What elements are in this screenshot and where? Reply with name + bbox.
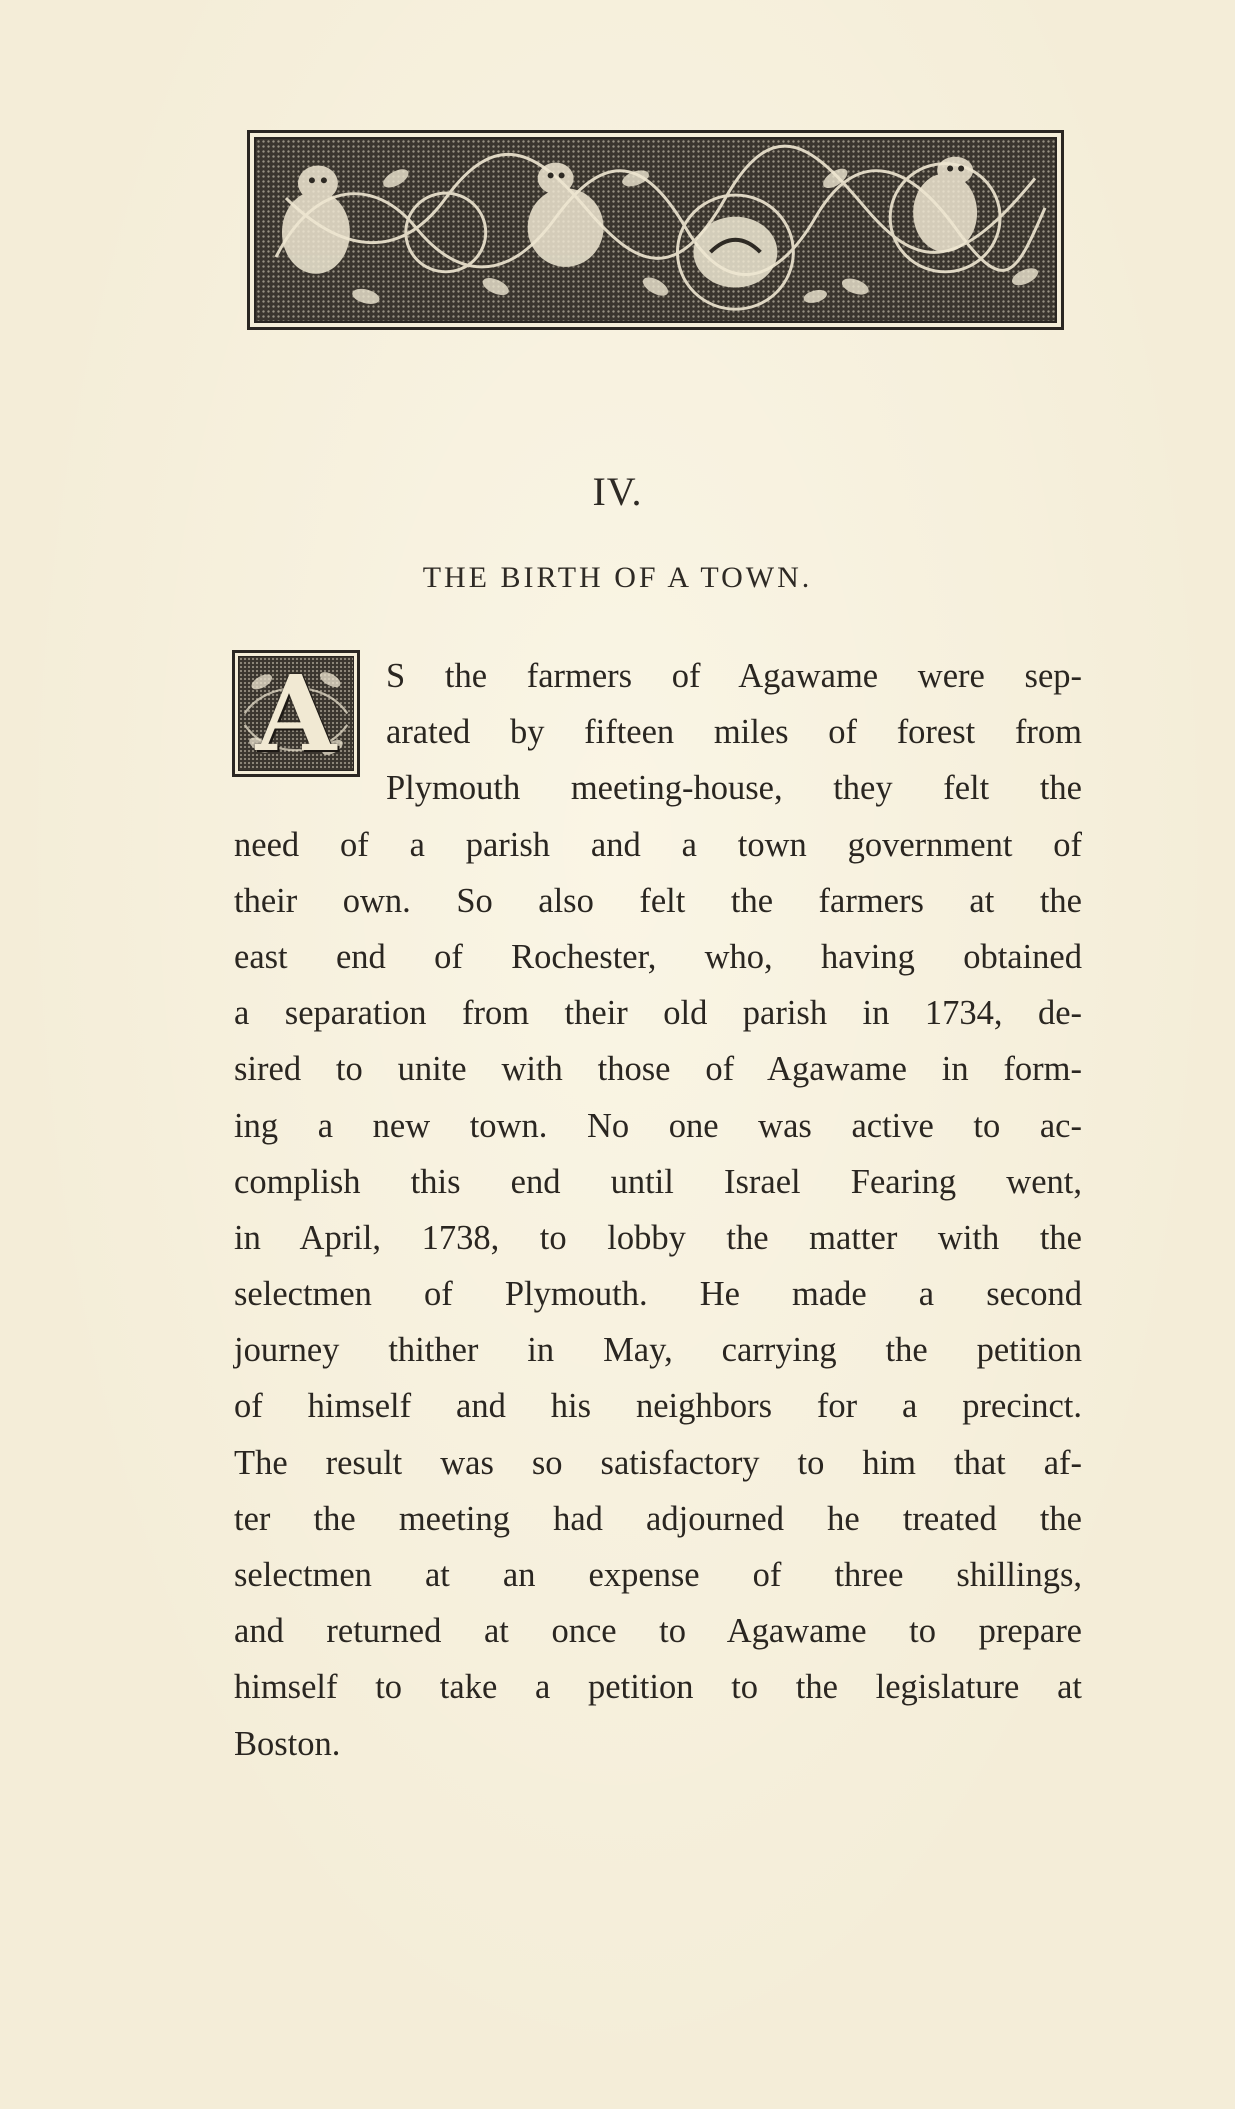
text-line: ing a new town. No one was active to ac- (234, 1106, 1082, 1145)
text-line: Boston. (234, 1724, 341, 1763)
text-line: of himself and his neighbors for a precinct. (234, 1387, 1082, 1426)
chapter-title: THE BIRTH OF A TOWN. (422, 561, 813, 594)
text-line: sired to unite with those of Agawame in form- (234, 1050, 1082, 1089)
text-line: their own. So also felt the farmers at the (234, 881, 1082, 920)
headpiece-engraving (254, 137, 1057, 323)
chapter-paragraph (234, 648, 1082, 1772)
text-line: Plymouth meeting-house, they felt the (386, 769, 1082, 808)
text-line: ter the meeting had adjourned he treated the (234, 1499, 1082, 1538)
text-line: and returned at once to Agawame to prepare (234, 1612, 1082, 1651)
ornamental-headpiece (247, 130, 1064, 330)
text-line: need of a parish and a town government of (234, 825, 1082, 864)
headpiece-icon (256, 139, 1055, 321)
text-line: complish this end until Israel Fearing went, (234, 1162, 1082, 1201)
text-line: S the farmers of Agawame were sep- (386, 657, 1082, 695)
text-line: The result was so satisfactory to him that af- (234, 1443, 1082, 1482)
text-line: in April, 1738, to lobby the matter with the (234, 1218, 1082, 1257)
text-line: east end of Rochester, who, having obtained (234, 937, 1082, 976)
text-line: himself to take a petition to the legislature at (234, 1668, 1082, 1707)
text-line: arated by fifteen miles of forest from (386, 713, 1082, 752)
chapter-number: IV. (592, 469, 643, 514)
text-line: selectmen of Plymouth. He made a second (234, 1275, 1082, 1314)
text-line: selectmen at an expense of three shillings, (234, 1556, 1082, 1594)
text-line: journey thither in May, carrying the petition (234, 1331, 1082, 1370)
text-line: a separation from their old parish in 1734, de- (234, 994, 1082, 1033)
drop-cap-letter: A (255, 656, 337, 771)
